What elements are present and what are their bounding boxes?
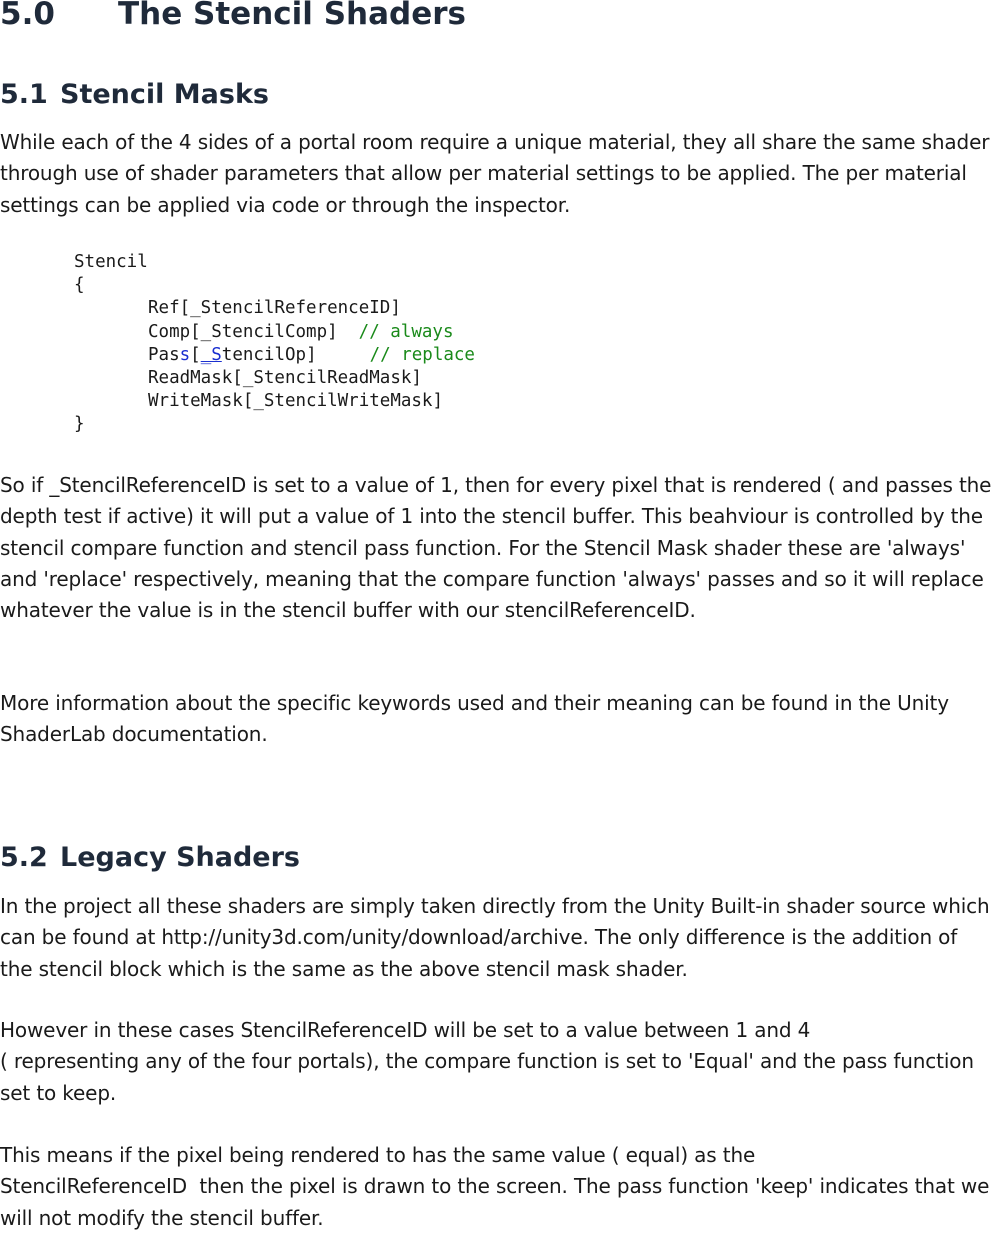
- code-line-brace-open: {: [74, 275, 85, 296]
- legacy-shaders-paragraph-2-line1: However in these cases StencilReferenceID will be set to a value between 1 and 4: [0, 1018, 811, 1042]
- legacy-shaders-paragraph-3-line1: This means if the pixel being rendered to has the same value ( equal) as the: [0, 1143, 756, 1167]
- heading-5-2-number: 5.2: [0, 842, 48, 873]
- code-line-stencil: Stencil: [74, 252, 148, 272]
- stencil-masks-intro: While each of the 4 sides of a portal room require a unique material, they all share the same shader through use of shader parameters that allow per material settings to be applied. The per material settings can be applied via code or through the inspector.: [0, 130, 990, 217]
- code-comp: Comp[_StencilComp]: [148, 321, 338, 342]
- code-line-brace-close: }: [74, 414, 85, 435]
- heading-5-2: [0, 841, 300, 875]
- stencil-masks-paragraph-2: So if _StencilReferenceID is set to a value of 1, then for every pixel that is rendered ( and passes the depth test if active) it will put a value of 1 into the stencil buffer. This beahviour is controlled by the stencil compare function and stencil pass function. For the Stencil Mask shader these are 'always' and 'replace' respectively, meaning that the compare function 'always' passes and so it will replace whatever the value is in the stencil buffer with our stencilReferenceID.: [0, 473, 992, 623]
- heading-5-2-title: Legacy Shaders: [60, 842, 300, 873]
- code-pass-e: tencilOp]: [221, 344, 317, 365]
- code-readmask: ReadMask[_StencilReadMask]: [148, 368, 422, 389]
- legacy-shaders-paragraph-3-rest: StencilReferenceID then the pixel is drawn to the screen. The pass function 'keep' indicates that we will not modify the stencil buffer.: [0, 1174, 995, 1230]
- legacy-shaders-paragraph-3: [0, 1140, 995, 1234]
- legacy-shaders-paragraph-2-rest: ( representing any of the four portals), the compare function is set to 'Equal' and the pass function set to keep.: [0, 1049, 974, 1105]
- legacy-shaders-paragraph-1: In the project all these shaders are simply taken directly from the Unity Built-in shader source which can be found at http://unity3d.com/unity/download/archive. The only difference is the addition of the stencil block which is the same as the above stencil mask shader.: [0, 894, 990, 981]
- stencil-code-block: [74, 251, 475, 437]
- stencil-masks-paragraph-3: More information about the specific keywords used and their meaning can be found in the Unity ShaderLab documentation.: [0, 691, 949, 747]
- legacy-shaders-paragraph-2: [0, 1015, 995, 1109]
- code-pass-a: Pas: [148, 344, 180, 365]
- code-writemask: WriteMask[_StencilWriteMask]: [148, 391, 444, 412]
- heading-5-0: [0, 0, 466, 34]
- code-comment-replace: // replace: [369, 344, 475, 365]
- code-line-writemask: [74, 390, 475, 413]
- heading-5-1: [0, 78, 269, 112]
- heading-5-1-title: Stencil Masks: [60, 79, 269, 110]
- heading-5-0-title: The Stencil Shaders: [118, 0, 466, 32]
- code-ref: Ref[_StencilReferenceID]: [148, 298, 401, 319]
- code-pass-c: [: [190, 344, 201, 365]
- code-pass-b: s: [179, 344, 191, 365]
- code-line-pass: [74, 344, 475, 367]
- code-line-ref: [74, 297, 475, 320]
- heading-5-0-number: 5.0: [0, 0, 55, 32]
- code-line-readmask: [74, 367, 475, 390]
- code-line-comp: [74, 321, 475, 344]
- code-comment-always: // always: [358, 321, 454, 342]
- code-pass-d: _S: [200, 344, 222, 365]
- heading-5-1-number: 5.1: [0, 79, 48, 110]
